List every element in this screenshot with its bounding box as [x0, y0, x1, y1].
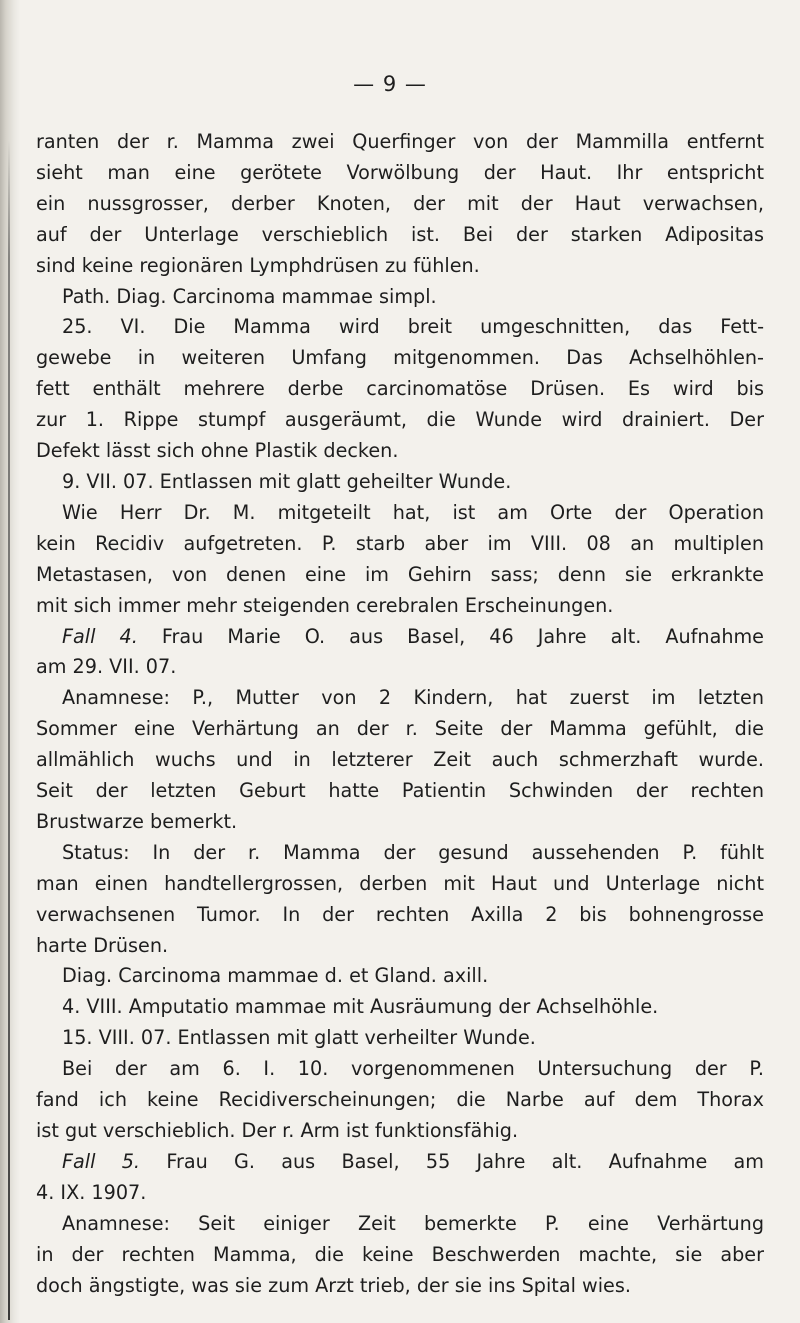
text-line [36, 1209, 764, 1240]
text-line [36, 529, 764, 560]
line-text: 25. VI. Die Mamma wird breit umgeschnitten, das Fett- [62, 315, 764, 339]
text-line [36, 1178, 764, 1209]
line-text: sieht man eine gerötete Vorwölbung der Haut. Ihr entspricht [36, 160, 764, 184]
line-text: ein nussgrosser, derber Knoten, der mit der Haut verwachsen, [36, 191, 764, 215]
line-text: Bei der am 6. I. 10. vorgenommenen Untersuchung der P. [62, 1057, 764, 1081]
text-line [36, 436, 764, 467]
line-text: Sommer eine Verhärtung an der r. Seite der Mamma gefühlt, die [36, 717, 764, 741]
line-text: 4. IX. 1907. [36, 1180, 147, 1204]
text-line [36, 652, 764, 683]
text-line [36, 1054, 764, 1085]
text-line [36, 1116, 764, 1147]
line-text: sind keine regionären Lymphdrüsen zu fühlen. [36, 253, 480, 277]
case-heading: Fall 4. [62, 624, 138, 648]
line-text: verwachsenen Tumor. In der rechten Axilla 2 bis bohnengrosse [36, 902, 764, 926]
text-line [36, 158, 764, 189]
text-line [36, 467, 764, 498]
text-line [36, 900, 764, 931]
line-text: Seit der letzten Geburt hatte Patientin Schwinden der rechten [36, 779, 764, 803]
line-text: fand ich keine Recidiverscheinungen; die Narbe auf dem Thorax [36, 1088, 764, 1112]
line-text: Frau Marie O. aus Basel, 46 Jahre alt. Aufnahme [161, 624, 764, 648]
text-line [36, 560, 764, 591]
line-text: Diag. Carcinoma mammae d. et Gland. axill. [62, 964, 489, 988]
text-line [36, 1147, 764, 1178]
line-text: Defekt lässt sich ohne Plastik decken. [36, 439, 399, 463]
text-line [36, 591, 764, 622]
text-line [36, 405, 764, 436]
line-text: Wie Herr Dr. M. mitgeteilt hat, ist am Orte der Operation [62, 500, 764, 524]
text-line [36, 931, 764, 962]
binding-shadow-line [8, 140, 10, 1320]
text-line [36, 869, 764, 900]
line-text: ranten der r. Mamma zwei Querfinger von der Mammilla entfernt [36, 130, 764, 153]
line-text: Anamnese: Seit einiger Zeit bemerkte P. eine Verhärtung [62, 1211, 764, 1235]
line-text: ist gut verschieblich. Der r. Arm ist funktionsfähig. [36, 1119, 519, 1142]
text-line [36, 838, 764, 869]
text-line [36, 807, 764, 838]
line-text: harte Drüsen. [36, 933, 169, 957]
line-text: Metastasen, von denen eine im Gehirn sass; denn sie erkrankte [36, 562, 764, 586]
line-text: mit sich immer mehr steigenden cerebralen Erscheinungen. [36, 593, 614, 617]
text-line [36, 961, 764, 992]
page-number: — 9 — [353, 72, 427, 96]
text-line [36, 374, 764, 405]
line-text: fett enthält mehrere derbe carcinomatöse Drüsen. Es wird bis [36, 377, 764, 401]
line-text: 4. VIII. Amputatio mammae mit Ausräumung der Achselhöhle. [62, 995, 659, 1019]
text-line [36, 498, 764, 529]
line-text: in der rechten Mamma, die keine Beschwerden machte, sie aber [36, 1242, 764, 1266]
text-line [36, 1023, 764, 1054]
text-line [36, 1085, 764, 1116]
line-text: doch ängstigte, was sie zum Arzt trieb, der sie ins Spital wies. [36, 1273, 631, 1297]
line-text: auf der Unterlage verschieblich ist. Bei der starken Adipositas [36, 222, 764, 246]
line-text: allmählich wuchs und in letzterer Zeit auch schmerzhaft wurde. [36, 748, 764, 772]
text-line [36, 189, 764, 220]
text-line [36, 220, 764, 251]
line-text: man einen handtellergrossen, derben mit Haut und Unterlage nicht [36, 871, 764, 895]
line-text: 15. VIII. 07. Entlassen mit glatt verheilter Wunde. [62, 1026, 536, 1050]
page-binding-edge [0, 0, 20, 1323]
body-text [36, 127, 764, 1301]
case-heading: Fall 5. [62, 1149, 141, 1173]
text-line [36, 343, 764, 374]
line-text: kein Recidiv aufgetreten. P. starb aber im VIII. 08 an multiplen [36, 531, 764, 555]
line-text: Path. Diag. Carcinoma mammae simpl. [62, 284, 437, 308]
text-line [36, 622, 764, 653]
text-line [36, 776, 764, 807]
line-text: Brustwarze bemerkt. [36, 809, 238, 833]
line-text: gewebe in weiteren Umfang mitgenommen. Das Achselhöhlen- [36, 346, 764, 370]
line-text: Frau G. aus Basel, 55 Jahre alt. Aufnahme am [166, 1149, 764, 1173]
line-text: Anamnese: P., Mutter von 2 Kindern, hat zuerst im letzten [62, 686, 764, 710]
text-line [36, 1240, 764, 1271]
text-line [36, 251, 764, 282]
text-line [36, 312, 764, 343]
text-line [36, 745, 764, 776]
line-text: zur 1. Rippe stumpf ausgeräumt, die Wunde wird drainiert. Der [36, 408, 764, 432]
text-line [36, 714, 764, 745]
text-line [36, 683, 764, 714]
text-line [36, 1271, 764, 1302]
text-line [36, 282, 764, 313]
line-text: 9. VII. 07. Entlassen mit glatt geheilter Wunde. [62, 469, 512, 493]
line-text: Status: In der r. Mamma der gesund aussehenden P. fühlt [62, 840, 764, 864]
text-line [36, 992, 764, 1023]
text-line [36, 127, 764, 158]
line-text: am 29. VII. 07. [36, 655, 177, 679]
